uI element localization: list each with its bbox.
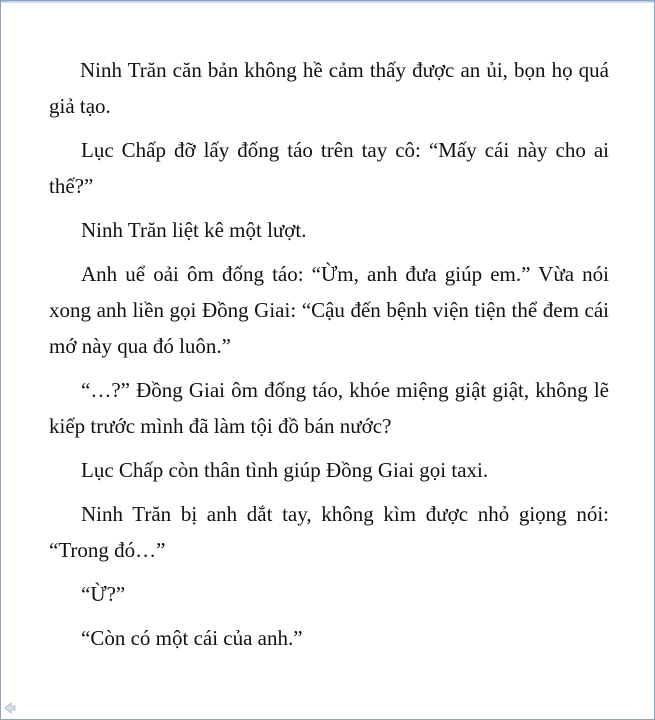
paragraph-6: Lục Chấp còn thân tình giúp Đồng Giai gọi taxi. <box>81 458 489 482</box>
paragraph-9: “Còn có một cái của anh.” <box>81 626 303 650</box>
paragraph-2: Lục Chấp đỡ lấy đống táo trên tay cô: “Mấy cái này cho ai thế?” <box>49 138 609 198</box>
paragraph-7: Ninh Trăn bị anh dắt tay, không kìm được nhỏ giọng nói: “Trong đó…” <box>49 502 609 562</box>
left-arrow-icon-svg <box>4 702 16 714</box>
paragraph-8: “Ừ?” <box>81 582 126 606</box>
left-arrow-icon[interactable] <box>4 701 16 713</box>
paragraph-4: Anh uể oải ôm đống táo: “Ừm, anh đưa giúp em.” Vừa nói xong anh liền gọi Đồng Giai: “Cậu đến bệnh viện tiện thể đem cái mớ này qua đó luôn.” <box>49 262 609 358</box>
document-page <box>49 52 609 664</box>
paragraph-1: Ninh Trăn căn bản không hề cảm thấy được an ủi, bọn họ quá giả tạo. <box>49 58 609 118</box>
bottom-bar <box>1 693 654 719</box>
paragraph-5: “…?” Đồng Giai ôm đống táo, khóe miệng giật giật, không lẽ kiếp trước mình đã làm tội đồ bán nước? <box>49 378 609 438</box>
paragraph-3: Ninh Trăn liệt kê một lượt. <box>81 218 307 242</box>
